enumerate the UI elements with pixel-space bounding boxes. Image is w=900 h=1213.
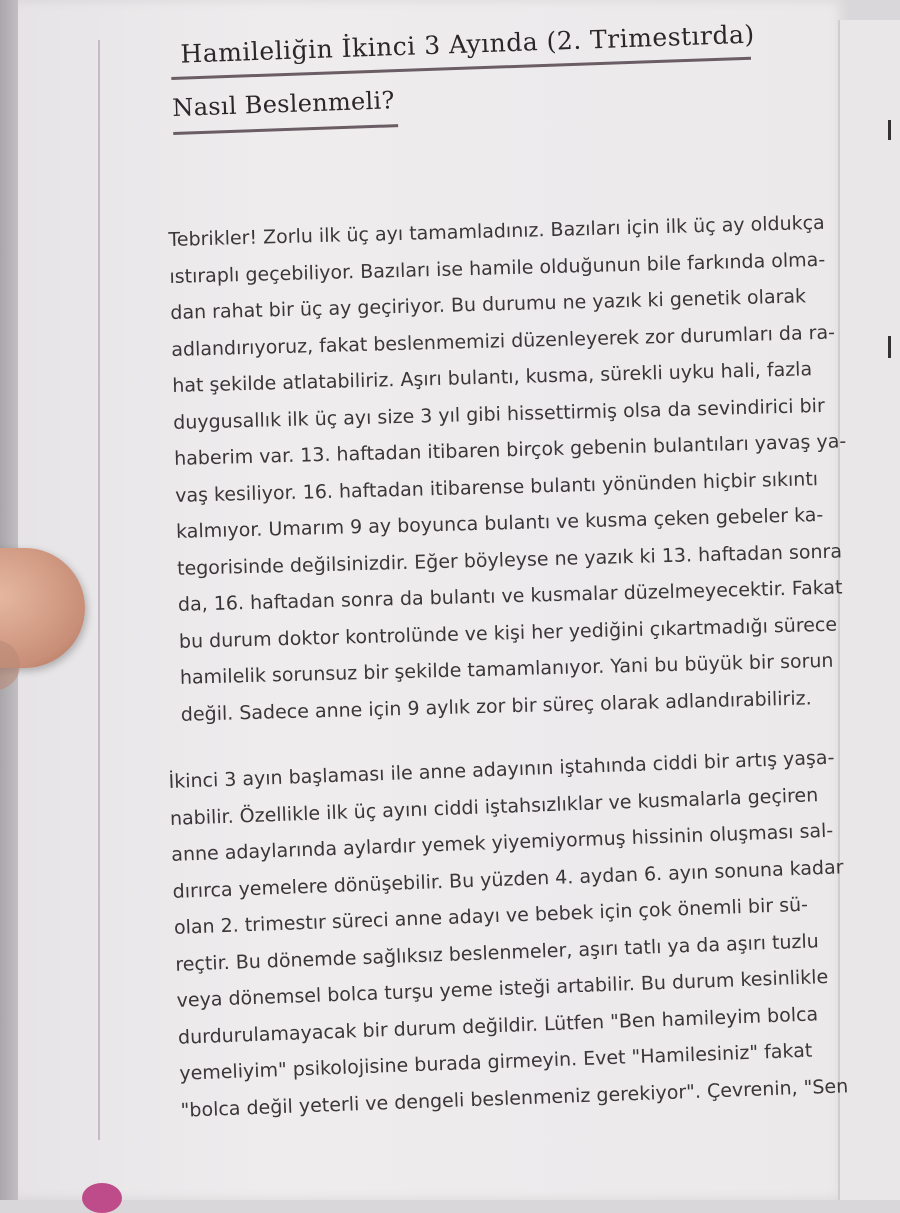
paragraph-line: ıstıraplı geçebiliyor. Bazıları ise hamile olduğunun bile farkında olma-: [169, 248, 826, 288]
paragraph-line: İkinci 3 ayın başlaması ile anne adayının iştahında ciddi bir artış yaşa-: [168, 746, 835, 793]
paragraph-line: hamilelik sorunsuz bir şekilde tamamlanıyor. Yani bu büyük bir sorun: [179, 649, 834, 689]
paragraph-line: hat şekilde atlatabiliriz. Aşırı bulantı, kusma, sürekli uyku hali, fazla: [172, 358, 813, 397]
heading-text-1: Hamileliğin İkinci 3 Ayında (2. Trimestırda): [179, 19, 756, 69]
paragraph-line: da, 16. haftadan sonra da bulantı ve kusmalar düzelmeyecektir. Fakat: [177, 576, 843, 616]
paragraph-line: reçtir. Bu dönemde sağlıksız beslenmeler, aşırı tatlı ya da aşırı tuzlu: [174, 929, 820, 976]
paragraph-line: yemeliyim" psikolojisine burada girmeyin. Evet "Hamilesiniz" fakat: [178, 1039, 813, 1085]
paragraph-line: tegorisinde değilsinizdir. Eğer böyleyse ne yazık ki 13. haftadan sonra: [176, 539, 843, 580]
paragraph-line: vaş kesiliyor. 16. haftadan itibarense bulantı yönünden hiçbir sıkıntı: [174, 467, 819, 507]
paragraph-line: bu durum doktor kontrolünde ve kişi her yediğini çıkartmadığı sürece: [178, 613, 838, 653]
paragraph-line: adlandırıyoruz, fakat beslenmemizi düzenleyerek zor durumları da ra-: [171, 321, 836, 361]
facing-page-glyph: [888, 336, 891, 358]
facing-page-glyph: [888, 120, 891, 140]
paragraph-line: dırırca yemelere dönüşebilir. Bu yüzden 4. aydan 6. ayın sonuna kadar: [172, 855, 844, 903]
paragraph-line: durdurulamayacak bir durum değildir. Lütfen "Ben hamileyim bolca: [177, 1002, 819, 1049]
paragraph-line: nabilir. Özellikle ilk üç ayını ciddi iştahsızlıklar ve kusmalarla geçiren: [169, 783, 819, 830]
margin-rule: [98, 40, 100, 1140]
paragraph-line: olan 2. trimestır süreci anne adayı ve bebek için çok önemli bir sü-: [173, 893, 809, 939]
paragraph-2: [168, 739, 861, 1129]
paragraph-line: haberim var. 13. haftadan itibaren birçok gebenin bulantıları yavaş ya-: [173, 430, 847, 470]
paragraph-line: değil. Sadece anne için 9 aylık zor bir süreç olarak adlandırabiliriz.: [180, 686, 812, 726]
paragraph-line: "bolca değil yeterli ve dengeli beslenmeniz gerekiyor". Çevrenin, "Sen: [180, 1074, 849, 1122]
heading-marker-bar: [170, 43, 171, 65]
paragraph-line: anne adaylarında aylardır yemek yiyemiyormuş hissinin oluşması sal-: [170, 819, 834, 866]
paragraph-line: kalmıyor. Umarım 9 ay boyunca bulantı ve kusma çeken gebeler ka-: [175, 503, 824, 543]
paragraph-line: Tebrikler! Zorlu ilk üç ayı tamamladınız. Bazıları için ilk üç ay oldukça: [168, 211, 825, 251]
paragraph-1: [168, 204, 861, 733]
paragraph-line: dan rahat bir üç ay geçiriyor. Bu durumu ne yazık ki genetik olarak: [170, 285, 807, 324]
heading-line-2: Nasıl Beslenmeli?: [172, 86, 398, 135]
page-number-badge: [82, 1183, 122, 1213]
paragraph-line: veya dönemsel bolca turşu yeme isteği artabilir. Bu durum kesinlikle: [176, 965, 829, 1012]
paragraph-line: duygusallık ilk üç ayı size 3 yıl gibi hissettirmiş olsa da sevindirici bir: [172, 394, 826, 434]
